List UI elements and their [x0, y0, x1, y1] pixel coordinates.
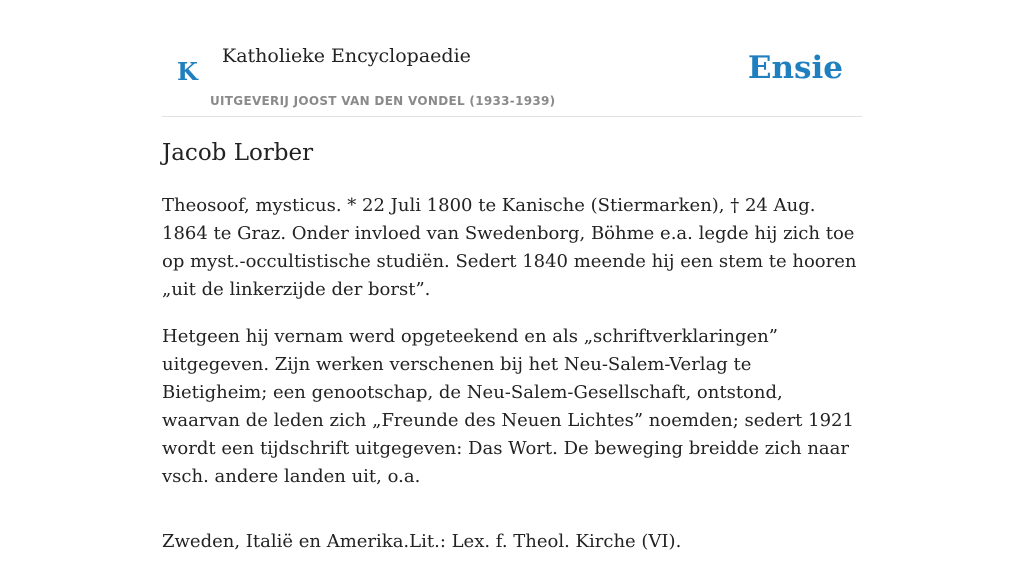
article-paragraph: Theosoof, mysticus. * 22 Juli 1800 te Kanische (Stiermarken), † 24 Aug. 1864 te Graz. Onder invloed van Swedenborg, Böhme e.a. legde hij zich toe op myst.-occultistische studiën. Sedert 1840 meende hij een stem te hooren „uit de linkerzijde der borst”. — [162, 195, 857, 300]
article-paragraph: Zweden, Italië en Amerika.Lit.: Lex. f. Theol. Kirche (VI). — [162, 531, 682, 552]
article-body — [162, 192, 862, 575]
site-logo[interactable]: K — [177, 57, 198, 86]
article-title: Jacob Lorber — [162, 140, 314, 166]
publisher-label: UITGEVERIJ JOOST VAN DEN VONDEL (1933-1939) — [210, 94, 556, 108]
article-paragraph: Hetgeen hij vernam werd opgeteekend en als „schriftverklaringen” uitgegeven. Zijn werken verschenen bij het Neu-Salem-Verlag te Bietigheim; een genootschap, de Neu-Salem-Gesellschaft, ontstond, waarvan de leden zich „Freunde des Neuen Lichtes” noemden; sedert 1921 wordt een tijdschrift uitgegeven: Das Wort. De beweging breidde zich naar vsch. andere landen uit, o.a. — [162, 326, 854, 487]
ensie-brand-link[interactable]: Ensie — [747, 50, 843, 86]
page-container — [162, 0, 862, 552]
site-title-link[interactable]: Katholieke Encyclopaedie — [222, 45, 471, 67]
site-header — [162, 0, 862, 117]
